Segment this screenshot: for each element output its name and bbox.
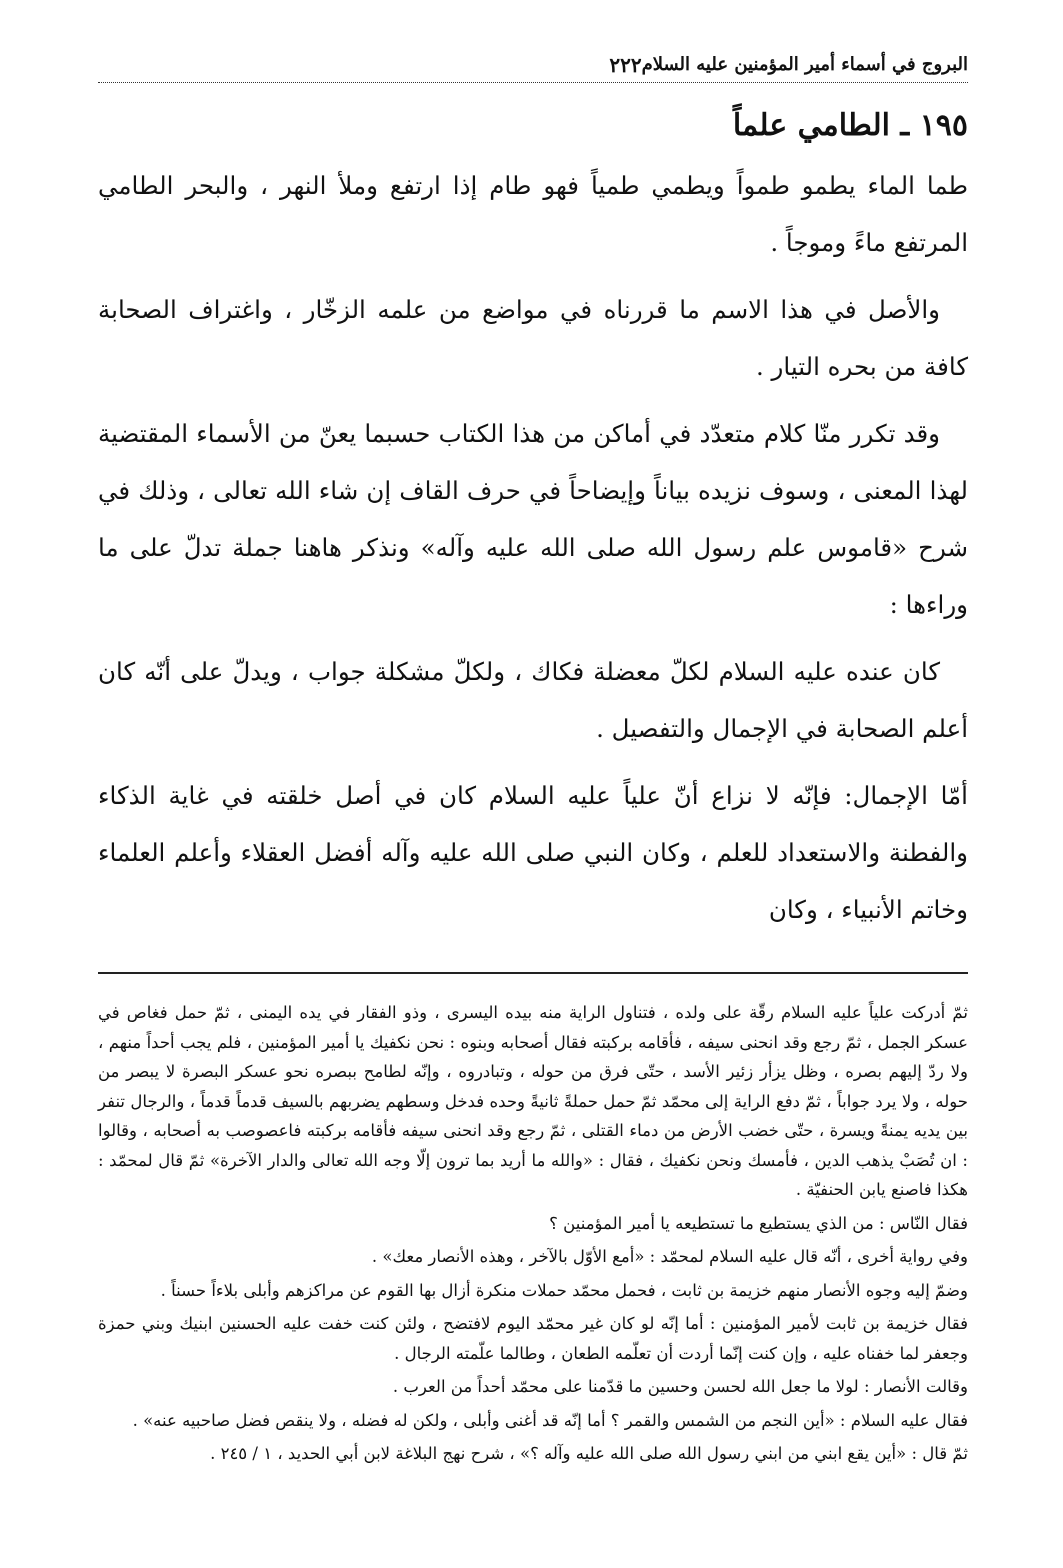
running-title: البروج في أسماء أمير المؤمنين عليه السلام — [641, 54, 968, 75]
footnote-divider — [98, 972, 968, 974]
running-header — [98, 38, 968, 83]
page-number: ٢٢٢ — [609, 53, 642, 77]
main-text — [98, 157, 968, 938]
footnote-paragraph: ثمّ أدركت علياً عليه السلام رقّة على ولده ، فتناول الراية منه بيده اليسرى ، وذو الفقار في يده اليمنى ، ثمّ حمل فغاص في عسكر الجمل ، ثمّ رجع وقد انحنى سيفه ، فأقامه بركبته فقال أصحابه وبنوه : نحن نكفيك يا أمير المؤمنين ، فلم يجب أحداً منهم ، ولا ردّ إليهم بصره ، وظل يزأر زئير الأسد ، حتّى فرق من حوله ، وتبادروه ، وإنّه لطامح ببصره نحو عسكر البصرة لا يبصر من حوله ، ولا يرد جواباً ، ثمّ دفع الراية إلى محمّد ثمّ حمل حملةً ثانيةً وحده فدخل وسطهم يضربهم بالسيف قدماً قدماً ، والرجال تنفر بين يديه يمنةً ويسرة ، حتّى خضب الأرض من دماء القتلى ، ثمّ رجع وقد انحنى سيفه فأقامه بركبته فاعصوصب به أصحابه ، وقالوا : ان تُصَبْ يذهب الدين ، فأمسك ونحن نكفيك ، فقال : «والله ما أريد بما ترون إلّا وجه الله تعالى والدار الآخرة» ثمّ قال لمحمّد : هكذا فاصنع يابن الحنفيّة . — [98, 1003, 968, 1199]
body-paragraph: كان عنده عليه السلام لكلّ معضلة فكاك ، ولكلّ مشكلة جواب ، ويدلّ على أنّه كان أعلم الصحابة في الإجمال والتفصيل . — [98, 657, 968, 743]
footnotes — [98, 998, 968, 1469]
footnote-paragraph: وفي رواية أخرى ، أنّه قال عليه السلام لمحمّد : «أمع الأوّل بالآخر ، وهذه الأنصار معك» . — [371, 1247, 968, 1266]
body-paragraph: والأصل في هذا الاسم ما قررناه في مواضع من علمه الزخّار ، واغتراف الصحابة كافة من بحره التيار . — [98, 295, 968, 381]
footnote-paragraph: وضمّ إليه وجوه الأنصار منهم خزيمة بن ثابت ، فحمل محمّد حملات منكرة أزال بها القوم عن مراكزهم وأبلى بلاءاً حسناً . — [160, 1280, 968, 1300]
footnote-paragraph: وقالت الأنصار : لولا ما جعل الله لحسن وحسين ما قدّمنا على محمّد أحداً من العرب . — [392, 1377, 968, 1396]
body-paragraph: وقد تكرر منّا كلام متعدّد في أماكن من هذا الكتاب حسبما يعنّ من الأسماء المقتضية لهذا المعنى ، وسوف نزيده بياناً وإيضاحاً في حرف القاف إن شاء الله تعالى ، وذلك في شرح «قاموس علم رسول الله صلى الله عليه وآله» ونذكر هاهنا جملة تدلّ على ما وراءها : — [98, 419, 968, 619]
body-paragraph: طما الماء يطمو طمواً ويطمي طمياً فهو طام إذا ارتفع وملأ النهر ، والبحر الطامي المرتفع ماءً وموجاً . — [98, 171, 968, 257]
footnote-paragraph: فقال النّاس : من الذي يستطيع ما تستطيعه يا أمير المؤمنين ؟ — [549, 1213, 968, 1233]
footnote-paragraph: فقال عليه السلام : «أين النجم من الشمس والقمر ؟ أما إنّه قد أغنى وأبلى ، ولكن له فضله ، ولا ينقص فضل صاحبيه عنه» . — [132, 1410, 968, 1430]
body-paragraph: أمّا الإجمال: فإنّه لا نزاع أنّ علياً عليه السلام كان في أصل خلقته في غاية الذكاء والفطنة والاستعداد للعلم ، وكان النبي صلى الله عليه وآله أفضل العقلاء وأعلم العلماء وخاتم الأنبياء ، وكان — [98, 781, 968, 924]
entry-title: ١٩٥ ـ الطامي علماً — [732, 108, 968, 143]
footnote-paragraph: ثمّ قال : «أين يقع ابني من ابني رسول الله صلى الله عليه وآله ؟» ، شرح نهج البلاغة لابن أبي الحديد ، ١ / ٢٤٥ . — [210, 1444, 968, 1463]
footnote-paragraph: فقال خزيمة بن ثابت لأمير المؤمنين : أما إنّه لو كان غير محمّد اليوم لافتضح ، ولئن كنت خفت عليه الحسنين ابنيك وبني حمزة وجعفر لما خفناه عليه ، وإن كنت إنّما أردت أن تعلّمه الطعان ، وطالما علّمته الرجال . — [98, 1314, 968, 1363]
book-page — [98, 38, 968, 1538]
